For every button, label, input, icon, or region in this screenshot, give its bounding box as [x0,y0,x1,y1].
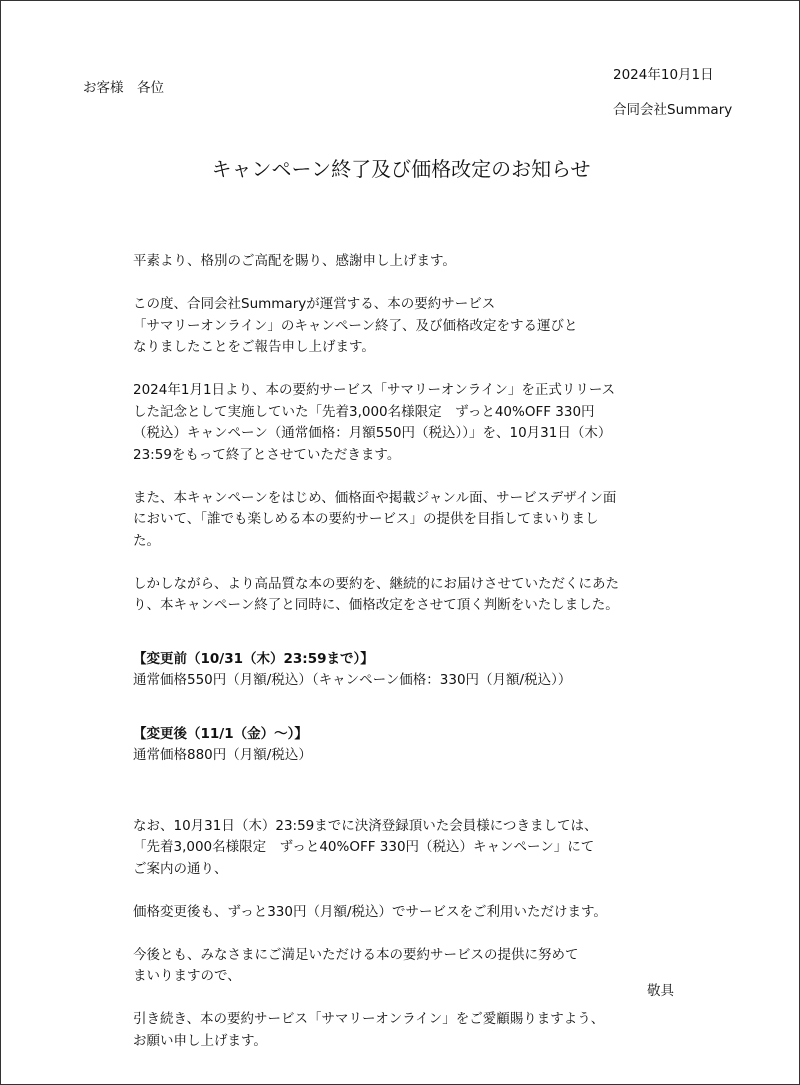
request-paragraph [133,1009,693,1052]
text-line: り、本キャンペーン終了と同時に、価格改定をさせて頂く判断をいたしました。 [133,597,619,613]
text-line: 平素より、格別のご高配を賜り、感謝申し上げます。 [133,253,456,269]
text-line: また、本キャンペーンをはじめ、価格面や掲載ジャンル面、サービスデザイン面 [133,489,617,506]
text-line: 「サマリーオンライン」のキャンペーン終了、及び価格改定をする運びと [133,317,578,334]
text-line: お願い申し上げます。 [133,1032,267,1049]
announcement-paragraph [133,294,693,359]
service-goal-paragraph [133,488,693,553]
text-line: した記念として実施していた「先着3,000名様限定 ずっと40%OFF 330円 [133,403,595,420]
text-line: 引き続き、本の要約サービス「サマリーオンライン」をご愛顧賜りますよう、 [133,1011,605,1027]
text-line: において、「誰でも楽しめる本の要約サービス」の提供を目指してまいりまし [133,511,599,527]
text-line: 価格変更後も、ずっと330円（月額/税込）でサービスをご利用いただけます。 [133,903,607,920]
text-line: なお、10月31日（木）23:59までに決済登録頂いた会員様につきましては、 [133,817,598,834]
text-line: しかしながら、より高品質な本の要約を、継続的にお届けさせていただくにあた [133,575,619,592]
continued-price-paragraph [133,902,693,924]
company-name: 合同会社Summary [613,102,733,118]
after-change-section [133,724,693,767]
document-body [133,251,693,1052]
greeting-paragraph [133,251,693,273]
commitment-paragraph [133,945,693,988]
after-change-price: 通常価格880円（月額/税込） [133,747,312,763]
campaign-end-paragraph [133,380,693,466]
before-change-price: 通常価格550円（月額/税込）（キャンペーン価格：330円（月額/税込）） [133,672,572,688]
before-change-heading: 【変更前（10/31（木）23:59まで）】 [133,650,374,667]
text-line: 今後とも、みなさまにご満足いただける本の要約サービスの提供に努めて [133,946,579,963]
existing-member-paragraph [133,816,693,881]
before-change-section [133,649,693,692]
text-line: 23:59をもって終了とさせていただきます。 [133,446,401,463]
issue-date: 2024年10月1日 [613,67,714,83]
text-line: 2024年1月1日より、本の要約サービス「サマリーオンライン」を正式リリース [133,382,616,398]
text-line: （税込）キャンペーン（通常価格：月額550円（税込））」を、10月31日（木） [133,425,612,441]
price-revision-paragraph [133,574,693,617]
closing-remark: 敬具 [647,983,674,999]
addressee: お客様 各位 [83,80,164,96]
text-line: まいりますので、 [133,968,241,984]
document-title: キャンペーン終了及び価格改定のお知らせ [211,157,591,181]
text-line: なりましたことをご報告申し上げます。 [133,339,375,355]
text-line: この度、合同会社Summaryが運営する、本の要約サービス [133,296,496,312]
after-change-heading: 【変更後（11/1（金）〜）】 [133,725,308,742]
text-line: 「先着3,000名様限定 ずっと40%OFF 330円（税込）キャンペーン」にて [133,839,595,855]
text-line: た。 [133,532,160,549]
text-line: ご案内の通り、 [133,860,228,877]
